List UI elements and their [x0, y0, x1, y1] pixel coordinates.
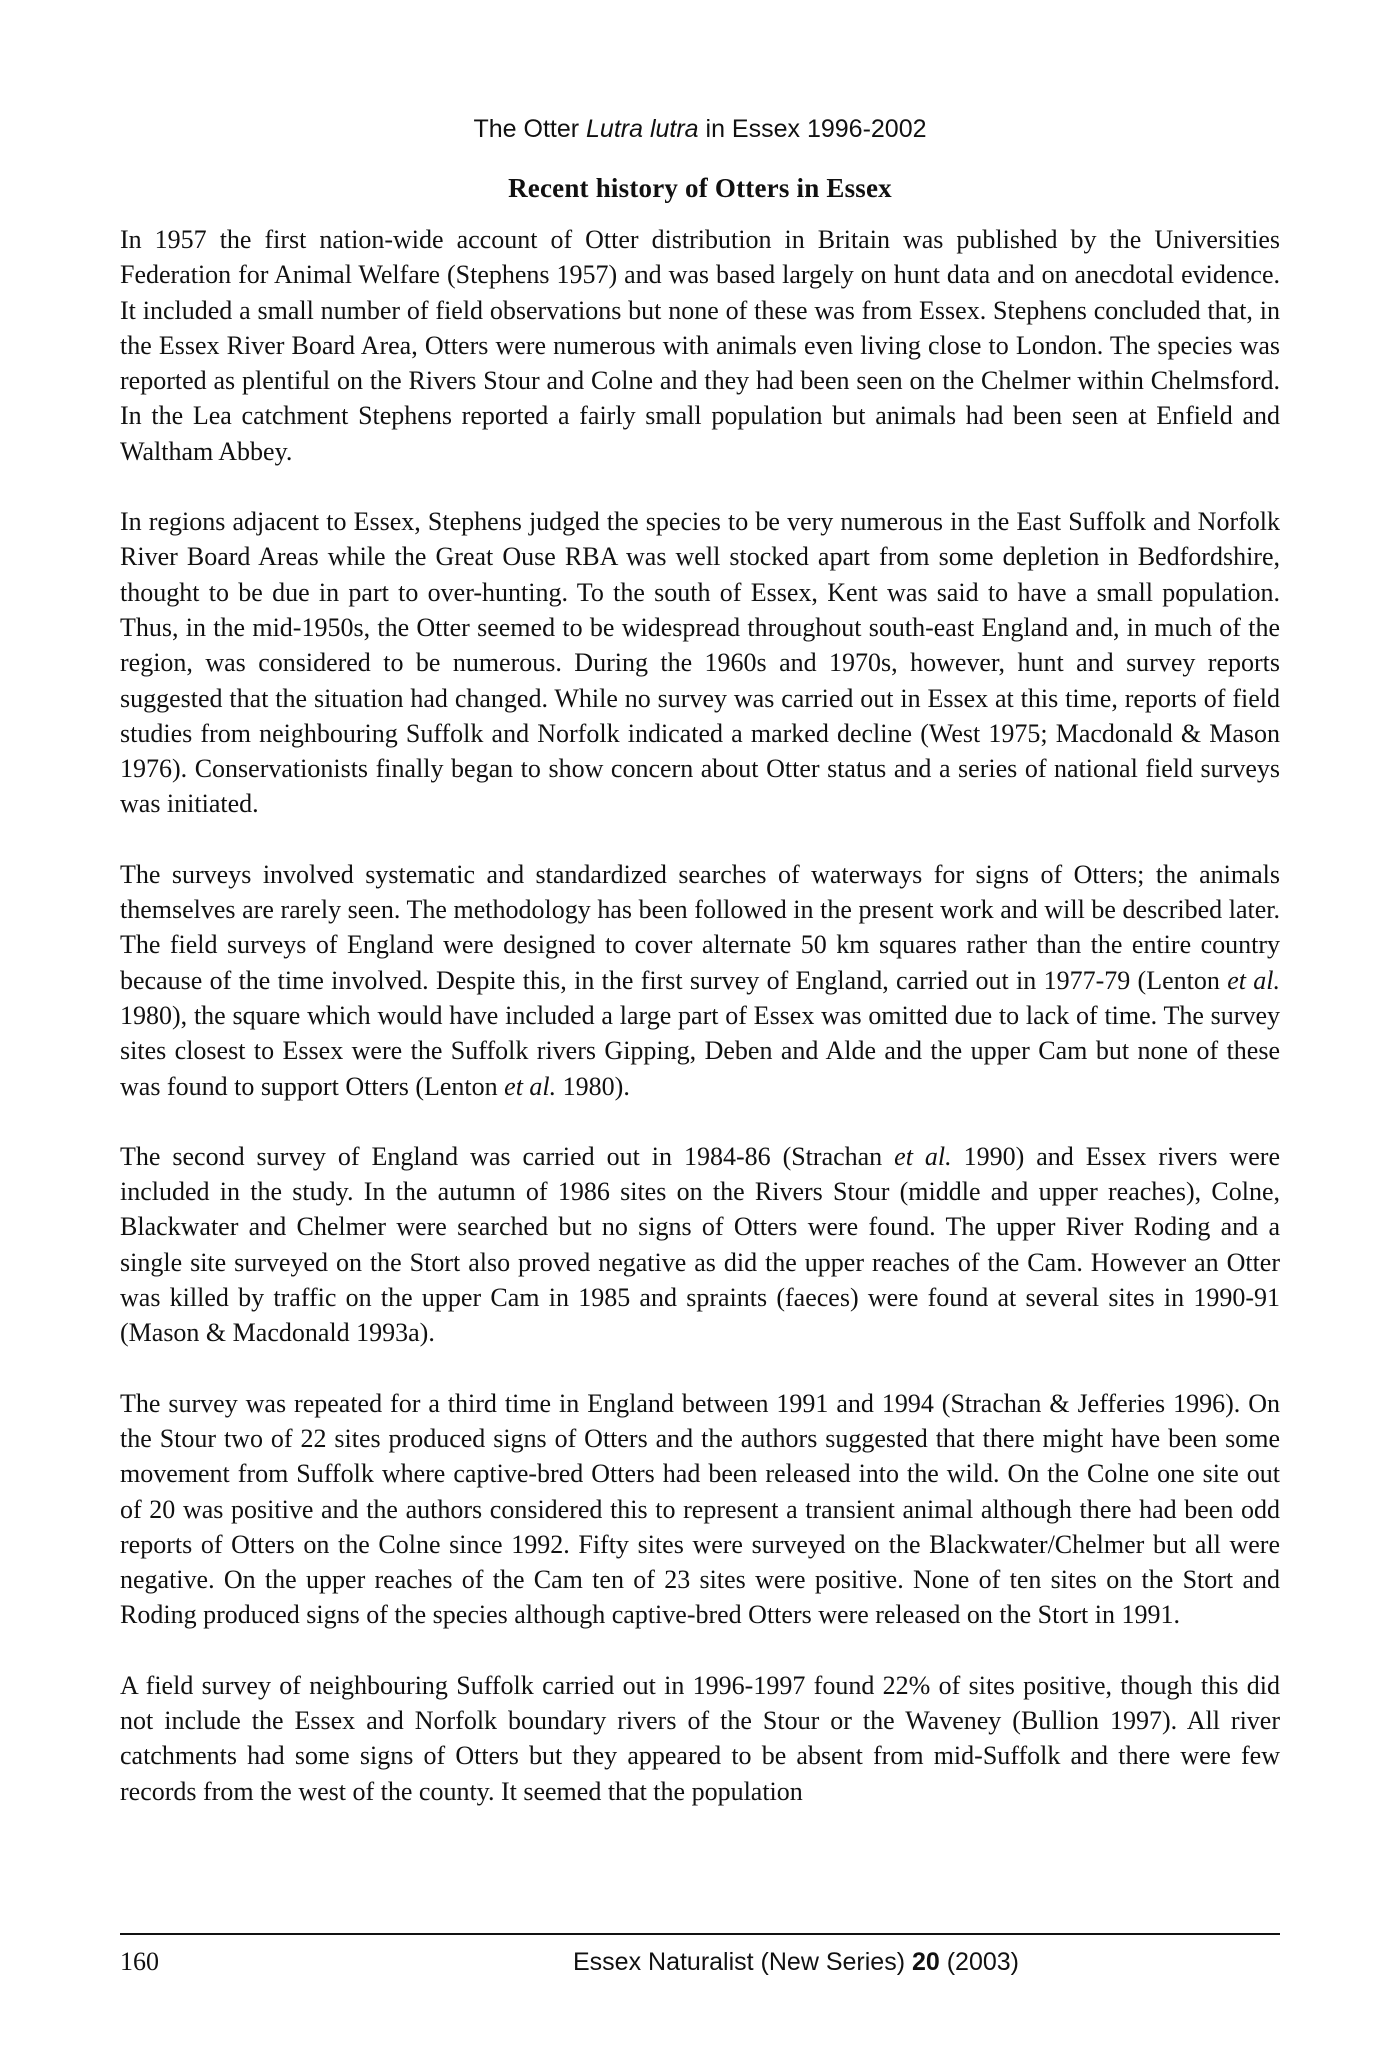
paragraph-3-part-2: 1980), the square which would have included a large part of Essex was omitted due to lack of time. The survey sites closest to Essex were the Suffolk rivers Gipping, Deben and Alde and the upper Cam but none of these was found to support Otters (Lenton — [120, 1000, 1280, 1101]
et-al-citation: et al. — [504, 1071, 557, 1101]
paragraph-5: The survey was repeated for a third time in England between 1991 and 1994 (Strachan & Jefferies 1996). On the Stour two of 22 sites produced signs of Otters and the authors suggested that there might have been some movement from Suffolk where captive-bred Otters had been released into the wild. On the Colne one site out of 20 was positive and the authors considered this to represent a transient animal although there had been odd reports of Otters on the Colne since 1992. Fifty sites were surveyed on the Blackwater/Chelmer but all were negative. On the upper reaches of the Cam ten of 23 sites were positive. None of ten sites on the Stort and Roding produced signs of the species although captive-bred Otters were released on the Stort in 1991. — [120, 1388, 1280, 1630]
et-al-citation: et al. — [1227, 965, 1280, 995]
running-head-suffix: in Essex 1996-2002 — [698, 115, 927, 143]
paragraph-3 — [120, 857, 1280, 1104]
journal-volume: 20 — [911, 1948, 940, 1976]
footer-divider — [120, 1933, 1280, 1935]
running-head-species: Lutra lutra — [586, 115, 699, 143]
section-heading: Recent history of Otters in Essex — [508, 173, 892, 203]
paragraph-6: A field survey of neighbouring Suffolk carried out in 1996-1997 found 22% of sites positive, though this did not include the Essex and Norfolk boundary rivers of the Stour or the Waveney (Bullion 1997). All river catchments had some signs of Otters but they appeared to be absent from mid-Suffolk and there were few records from the west of the county. It seemed that the population — [120, 1670, 1280, 1806]
paragraph-4 — [120, 1139, 1280, 1351]
article-body — [120, 222, 1280, 1809]
paragraph-4-part-1: The second survey of England was carried out in 1984-86 (Strachan — [120, 1141, 895, 1171]
paragraph-3-part-3: 1980). — [556, 1071, 630, 1101]
journal-citation — [456, 1947, 1136, 1977]
paragraph-3-part-1: The surveys involved systematic and standardized searches of waterways for signs of Otters; the animals themselves are rarely seen. The methodology has been followed in the present work and will be described later. The field surveys of England were designed to cover alternate 50 km squares rather than the entire country because of the time involved. Despite this, in the first survey of England, carried out in 1977-79 (Lenton — [120, 859, 1280, 995]
paragraph-2: In regions adjacent to Essex, Stephens judged the species to be very numerous in the East Suffolk and Norfolk River Board Areas while the Great Ouse RBA was well stocked apart from some depletion in Bedfordshire, thought to be due in part to over-hunting. To the south of Essex, Kent was said to have a small population. Thus, in the mid-1950s, the Otter seemed to be widespread throughout south-east England and, in much of the region, was considered to be numerous. During the 1960s and 1970s, however, hunt and survey reports suggested that the situation had changed. While no survey was carried out in Essex at this time, reports of field studies from neighbouring Suffolk and Norfolk indicated a marked decline (West 1975; Macdonald & Mason 1976). Conservationists finally began to show concern about Otter status and a series of national field surveys was initiated. — [120, 507, 1280, 819]
page-number: 160 — [120, 1947, 159, 1976]
et-al-citation: et al. — [894, 1141, 952, 1171]
journal-title: Essex Naturalist (New Series) — [572, 1948, 912, 1976]
running-head-text: The Otter — [473, 115, 587, 143]
running-head — [120, 114, 1280, 144]
journal-page — [120, 0, 1280, 2067]
journal-year: (2003) — [939, 1948, 1019, 1976]
paragraph-1: In 1957 the first nation-wide account of Otter distribution in Britain was published by the Universities Federation for Animal Welfare (Stephens 1957) and was based largely on hunt data and on anecdotal evidence. It included a small number of field observations but none of these was from Essex. Stephens concluded that, in the Essex River Board Area, Otters were numerous with animals even living close to London. The species was reported as plentiful on the Rivers Stour and Colne and they had been seen on the Chelmer within Chelmsford. In the Lea catchment Stephens reported a fairly small population but animals had been seen at Enfield and Waltham Abbey. — [120, 225, 1280, 466]
paragraph-4-part-2: 1990) and Essex rivers were included in the study. In the autumn of 1986 sites on the Rivers Stour (middle and upper reaches), Colne, Blackwater and Chelmer were searched but no signs of Otters were found. The upper River Roding and a single site surveyed on the Stort also proved negative as did the upper reaches of the Cam. However an Otter was killed by traffic on the upper Cam in 1985 and spraints (faeces) were found at several sites in 1990-91 (Mason & Macdonald 1993a). — [120, 1141, 1280, 1348]
